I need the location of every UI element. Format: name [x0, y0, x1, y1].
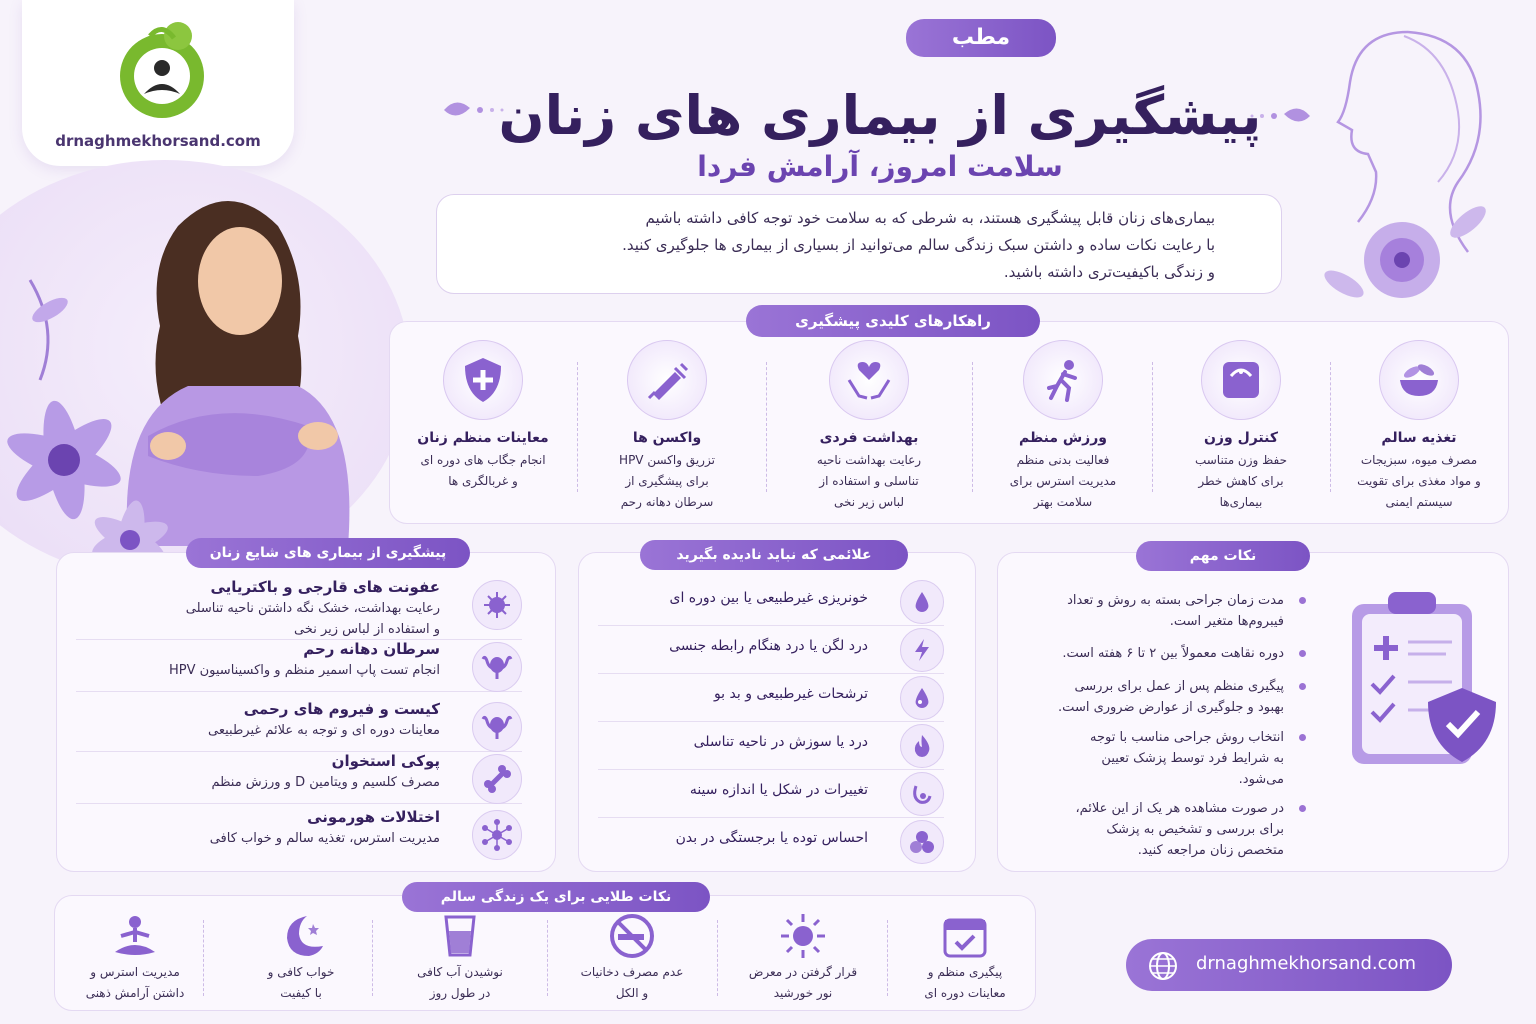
calendar-check-icon — [890, 912, 1040, 960]
golden-tip-text: نور خورشید — [773, 986, 833, 1000]
strategy-title: تغذیه سالم — [1381, 430, 1457, 446]
strategy-desc: بیماری‌ها — [1219, 495, 1263, 509]
clipboard-shield-icon — [1336, 584, 1506, 774]
symptom-text: درد لگن یا درد هنگام رابطه جنسی — [669, 638, 868, 654]
notes-title: نکات مهم — [1136, 541, 1310, 571]
note-item — [1010, 643, 1306, 664]
bone-icon — [472, 754, 522, 804]
strategy-desc: تزریق واکسن HPV — [619, 453, 715, 467]
disease-item — [76, 808, 522, 862]
note-line: متخصص زنان مراجعه کنید. — [1137, 843, 1284, 858]
golden-tip-item — [385, 912, 535, 1004]
golden-tip-text: مدیریت استرس و — [90, 965, 180, 979]
golden-tip-text: نوشیدن آب کافی — [417, 965, 503, 979]
symptom-item — [598, 674, 944, 722]
symptom-text: احساس توده یا برجستگی در بدن — [675, 830, 868, 846]
golden-tip-text: خواب کافی و — [267, 965, 335, 979]
strategy-desc: فعالیت بدنی منظم — [1016, 453, 1110, 467]
shield-plus-icon — [443, 340, 523, 420]
symptom-item — [598, 818, 944, 866]
drop-icon — [900, 580, 944, 624]
clinic-badge: مطب — [906, 19, 1056, 57]
golden-tip-item — [890, 912, 1040, 1004]
golden-tip-text: در طول روز — [429, 986, 491, 1000]
symptoms-title: علائمی که نباید نادیده بگیرید — [640, 540, 908, 570]
note-line: انتخاب روش جراحی مناسب با توجه — [1090, 730, 1284, 745]
strategy-item — [1334, 340, 1504, 513]
golden-tip-text: معاینات دوره ای — [924, 986, 1006, 1000]
intro-box — [436, 194, 1282, 294]
strategy-desc: و غربالگری ها — [448, 474, 518, 488]
globe-icon — [1148, 951, 1178, 981]
divider — [766, 362, 767, 492]
no-smoking-icon — [557, 912, 707, 960]
divider — [972, 362, 973, 492]
logo-icon — [114, 16, 210, 124]
disease-desc: معاینات دوره ای و توجه به علائم غیرطبیعی — [208, 723, 440, 738]
symptom-text: تغییرات در شکل یا اندازه سینه — [689, 782, 868, 798]
divider — [717, 920, 718, 996]
bacteria-icon — [472, 580, 522, 630]
meditation-icon — [60, 912, 210, 960]
moon-icon — [226, 912, 376, 960]
strategy-desc: انجام جگاب های دوره ای — [420, 453, 546, 467]
note-item — [1010, 676, 1306, 718]
strategy-item — [582, 340, 752, 513]
note-item — [1010, 798, 1306, 861]
golden-tip-text: عدم مصرف دخانیات — [580, 965, 684, 979]
disease-title: پوکی استخوان — [331, 752, 440, 770]
strategy-desc: حفظ وزن متناسب — [1194, 453, 1288, 467]
disease-desc: مصرف کلسیم و ویتامین D و ورزش منظم — [211, 775, 440, 790]
disease-desc: انجام تست پاپ اسمیر منظم و واکسیناسیون HPV — [168, 663, 440, 678]
disease-item — [76, 640, 522, 692]
strategy-desc: برای کاهش خطر — [1198, 474, 1284, 488]
divider — [1330, 362, 1331, 492]
strategy-title: معاینات منظم زنان — [417, 430, 549, 446]
symptom-text: ترشحات غیرطبیعی و بد بو — [713, 686, 868, 702]
uterus-icon — [472, 702, 522, 752]
strategy-desc: سیستم ایمنی — [1385, 495, 1453, 509]
note-line: به شرایط فرد توسط پزشک تعیین — [1101, 751, 1284, 766]
divider — [547, 920, 548, 996]
note-line: فیبروم‌ها متغیر است. — [1169, 614, 1284, 629]
strategy-desc: سرطان دهانه رحم — [620, 495, 714, 509]
note-line: پیگیری منظم پس از عمل برای بررسی — [1074, 679, 1284, 694]
note-line: برای بررسی و تشخیص به پزشک — [1106, 822, 1284, 837]
golden-tips-title: نکات طلایی برای یک زندگی سالم — [402, 882, 710, 912]
strategy-item — [978, 340, 1148, 513]
disease-title: اختلالات هورمونی — [307, 808, 440, 826]
strategy-title: واکسن ها — [632, 430, 702, 446]
disease-desc: و استفاده از لباس زیر نخی — [293, 622, 440, 637]
disease-item — [76, 578, 522, 640]
symptom-item — [598, 722, 944, 770]
intro-line: و زندگی باکیفیت‌تری داشته باشید. — [1003, 263, 1215, 281]
strategy-title: کنترل وزن — [1203, 430, 1278, 446]
golden-tip-text: داشتن آرامش ذهنی — [85, 986, 185, 1000]
symptom-item — [598, 770, 944, 818]
intro-line: با رعایت نکات ساده و داشتن سبک زندگی سالم می‌توانید از بسیاری از بیماری ها جلوگیری کنید. — [622, 236, 1215, 254]
strategy-item — [1156, 340, 1326, 513]
scale-icon — [1201, 340, 1281, 420]
note-line: مدت زمان جراحی بسته به روش و تعداد — [1067, 593, 1284, 608]
strategy-desc: تناسلی و استفاده از — [819, 474, 919, 488]
disease-title: عفونت های قارجی و باکتریایی — [210, 578, 440, 596]
note-line: دوره نقاهت معمولاً بین ۲ تا ۶ هفته است. — [1062, 646, 1284, 661]
water-glass-icon — [385, 912, 535, 960]
strategy-desc: برای پیشگیری از — [625, 474, 709, 488]
golden-tip-text: پیگیری منظم و — [927, 965, 1003, 979]
strategy-desc: مدیریت استرس برای — [1009, 474, 1117, 488]
disease-item — [76, 700, 522, 752]
lump-icon — [900, 820, 944, 864]
note-item — [1010, 590, 1306, 632]
golden-tip-item — [60, 912, 210, 1004]
strategy-desc: لباس زیر نخی — [833, 495, 905, 509]
logo-card — [22, 0, 294, 166]
golden-tip-item — [728, 912, 878, 1004]
strategy-item — [784, 340, 954, 513]
note-line: بهبود و جلوگیری از عوارض ضروری است. — [1058, 700, 1284, 715]
logo-site-text[interactable]: drnaghmekhorsand.com — [55, 132, 261, 150]
golden-tip-item — [226, 912, 376, 1004]
strategies-title: راهکارهای کلیدی پیشگیری — [746, 305, 1040, 337]
strategy-desc: سلامت بهتر — [1033, 495, 1093, 509]
disease-title: کیست و فیروم های رحمی — [243, 700, 440, 718]
strategy-item — [398, 340, 568, 492]
disease-title: سرطان دهانه رحم — [303, 640, 440, 658]
divider — [1152, 362, 1153, 492]
running-icon — [1023, 340, 1103, 420]
page-subtitle: سلامت امروز، آرامش فردا — [697, 150, 1063, 183]
note-line: در صورت مشاهده هر یک از این علائم، — [1075, 801, 1284, 816]
syringe-icon — [627, 340, 707, 420]
diseases-title: پیشگیری از بیماری های شایع زنان — [186, 538, 470, 568]
note-line: می‌شود. — [1238, 772, 1284, 787]
disease-item — [76, 752, 522, 804]
strategy-desc: رعایت بهداشت ناحیه — [816, 453, 922, 467]
golden-tip-text: و الکل — [615, 986, 649, 1000]
breast-icon — [900, 772, 944, 816]
symptom-item — [598, 626, 944, 674]
golden-tip-item — [557, 912, 707, 1004]
symptom-text: درد یا سوزش در ناحیه تناسلی — [693, 734, 868, 750]
uterus-icon — [472, 642, 522, 692]
page-title: پیشگیری از بیماری های زنان — [498, 84, 1262, 147]
website-link[interactable] — [1126, 939, 1452, 991]
strategy-title: ورزش منظم — [1018, 430, 1107, 446]
divider — [887, 920, 888, 996]
strategy-title: بهداشت فردی — [819, 430, 919, 446]
symptom-item — [598, 578, 944, 626]
strategy-desc: مصرف میوه، سبزیجات — [1360, 453, 1478, 467]
symptom-text: خونریزی غیرطبیعی یا بین دوره ای — [669, 590, 868, 606]
intro-line: بیماری‌های زنان قابل پیشگیری هستند، به شرطی که به سلامت خود توجه کافی داشته باشیم — [645, 209, 1215, 227]
strategy-desc: و مواد مغذی برای تقویت — [1357, 474, 1481, 488]
website-url[interactable]: drnaghmekhorsand.com — [1196, 953, 1417, 974]
note-item — [1010, 727, 1306, 790]
lightning-icon — [900, 628, 944, 672]
golden-tip-text: قرار گرفتن در معرض — [748, 965, 858, 979]
hands-heart-icon — [829, 340, 909, 420]
golden-tip-text: با کیفیت — [280, 986, 322, 1000]
divider — [577, 362, 578, 492]
disease-desc: مدیریت استرس، تغذیه سالم و خواب کافی — [209, 831, 440, 846]
bowl-icon — [1379, 340, 1459, 420]
flame-icon — [900, 724, 944, 768]
droplet-icon — [900, 676, 944, 720]
sun-icon — [728, 912, 878, 960]
woman-profile-illustration — [1318, 22, 1518, 312]
molecule-icon — [472, 810, 522, 860]
disease-desc: رعایت بهداشت، خشک نگه داشتن ناحیه تناسلی — [185, 601, 440, 616]
